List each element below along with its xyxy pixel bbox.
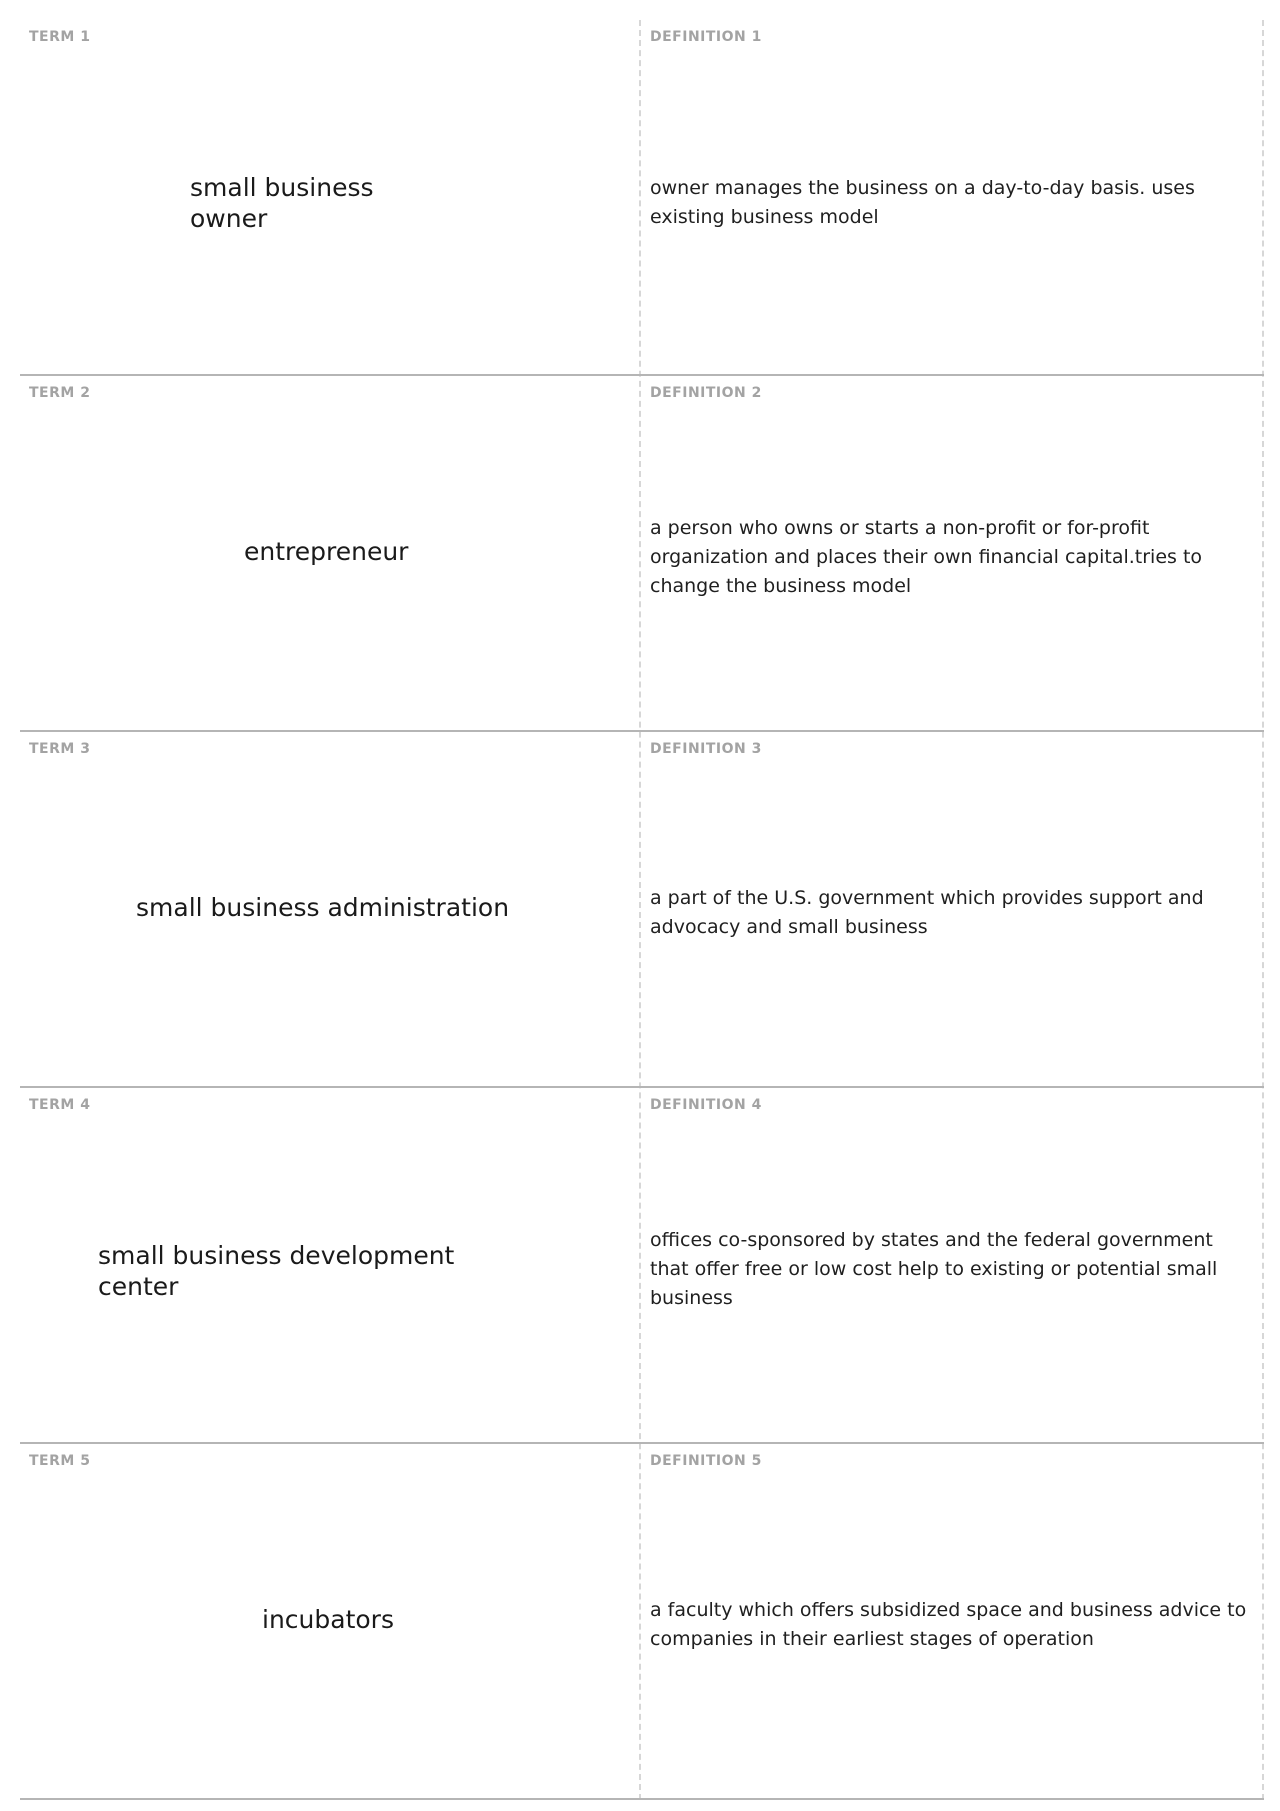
definition-cell [641, 1088, 1262, 1442]
definition-cell [641, 1444, 1262, 1798]
term-label: TERM 1 [29, 29, 91, 45]
term-cell [20, 20, 640, 374]
definition-label: DEFINITION 2 [650, 385, 762, 401]
definition-label: DEFINITION 5 [650, 1453, 762, 1469]
definition-text: a person who owns or starts a non-profit or for-profit organization and places their own financial capital.tries to change the business model [650, 517, 1203, 597]
flashcard-row [20, 732, 1264, 1088]
term-label: TERM 5 [29, 1453, 91, 1469]
flashcard-row [20, 1088, 1264, 1444]
definition-cell [641, 376, 1262, 730]
definition-cell [641, 20, 1262, 374]
term-label: TERM 2 [29, 385, 91, 401]
term-text: entrepreneur [244, 537, 409, 566]
term-cell [20, 376, 640, 730]
flashcard-row [20, 20, 1264, 376]
term-cell [20, 732, 640, 1086]
term-text: small business administration [136, 893, 510, 922]
definition-label: DEFINITION 3 [650, 741, 762, 757]
term-label: TERM 4 [29, 1097, 91, 1113]
term-text: small business owner [190, 173, 374, 233]
term-text: incubators [262, 1605, 394, 1634]
term-cell [20, 1088, 640, 1442]
term-label: TERM 3 [29, 741, 91, 757]
term-text: small business development center [98, 1241, 455, 1301]
definition-text: a faculty which offers subsidized space and business advice to companies in their earliest stages of operation [650, 1599, 1247, 1650]
definition-label: DEFINITION 4 [650, 1097, 762, 1113]
flashcard-row [20, 376, 1264, 732]
flashcard-sheet [20, 20, 1264, 1800]
definition-label: DEFINITION 1 [650, 29, 762, 45]
flashcard-row [20, 1444, 1264, 1800]
definition-text: offices co-sponsored by states and the federal government that offer free or low cost help to existing or potential small business [650, 1229, 1218, 1309]
definition-text: owner manages the business on a day-to-day basis. uses existing business model [650, 177, 1195, 228]
definition-text: a part of the U.S. government which provides support and advocacy and small business [650, 887, 1204, 938]
term-cell [20, 1444, 640, 1798]
definition-cell [641, 732, 1262, 1086]
